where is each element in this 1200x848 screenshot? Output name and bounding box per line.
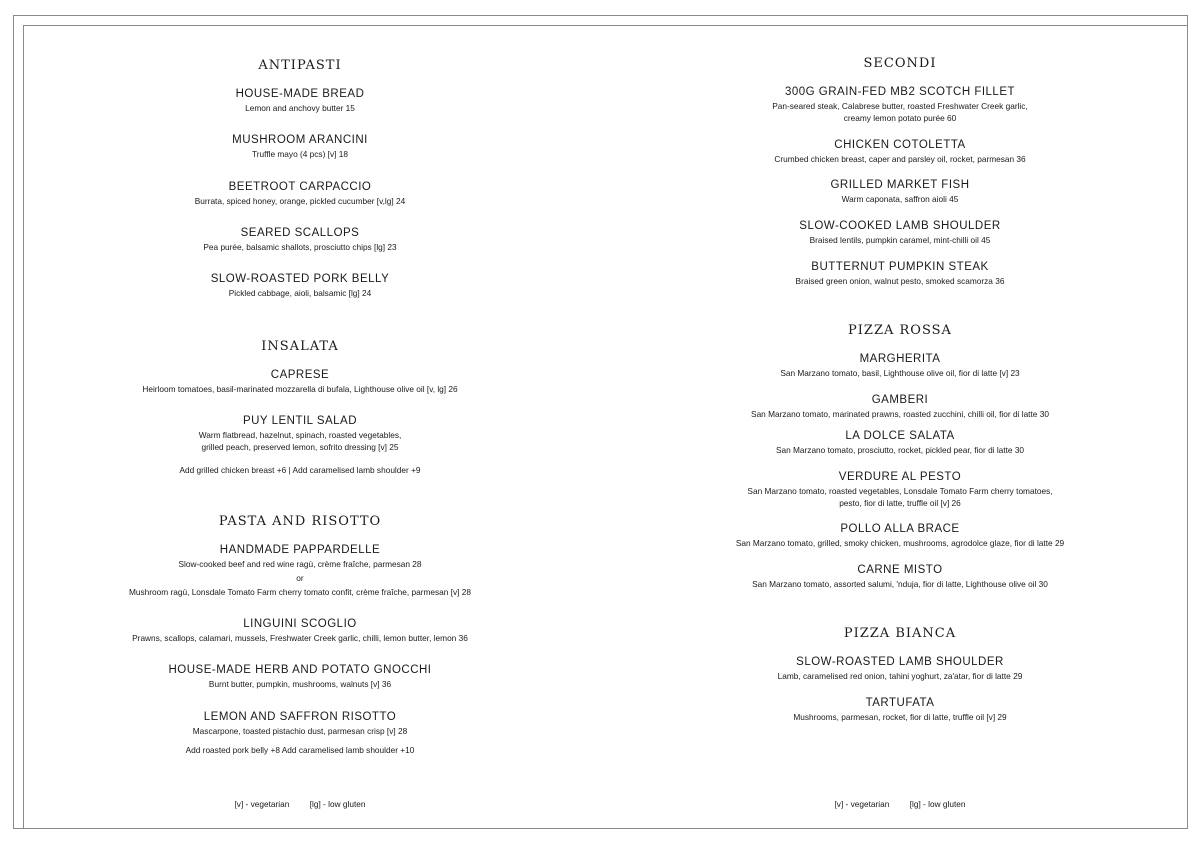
menu-item — [620, 260, 1180, 287]
item-description: San Marzano tomato, basil, Lighthouse olive oil, fior di latte [v] 23 — [780, 368, 1020, 378]
menu-item — [620, 429, 1180, 456]
item-description: San Marzano tomato, assorted salumi, 'nduja, fior di latte, Lighthouse olive oil 30 — [752, 579, 1048, 589]
dietary-legend — [20, 799, 580, 809]
item-name: HOUSE-MADE HERB AND POTATO GNOCCHI — [168, 664, 432, 676]
item-description: Pickled cabbage, aioli, balsamic [lg] 24 — [228, 288, 372, 298]
item-name: HANDMADE PAPPARDELLE — [219, 544, 381, 556]
item-description: creamy lemon potato purée 60 — [843, 113, 957, 123]
item-name: CHICKEN COTOLETTA — [834, 139, 966, 151]
item-name: LA DOLCE SALATA — [845, 430, 955, 442]
section-title-pizza-rossa: PIZZA ROSSA — [848, 323, 952, 338]
item-name: SLOW-ROASTED PORK BELLY — [210, 273, 390, 285]
menu-item — [620, 470, 1180, 509]
item-name: POLLO ALLA BRACE — [840, 523, 960, 535]
item-name: SEARED SCALLOPS — [240, 227, 360, 239]
menu-item — [20, 710, 580, 737]
item-name: LEMON AND SAFFRON RISOTTO — [203, 711, 397, 723]
item-name: LINGUINI SCOGLIO — [243, 618, 357, 630]
item-name: PUY LENTIL SALAD — [242, 415, 358, 427]
item-description: Lemon and anchovy butter 15 — [245, 103, 355, 113]
item-description: Slow-cooked beef and red wine ragù, crème fraîche, parmesan 28 — [178, 559, 422, 569]
item-name: GAMBERI — [871, 394, 929, 406]
item-name: GRILLED MARKET FISH — [830, 179, 970, 191]
item-name: HOUSE-MADE BREAD — [235, 88, 365, 100]
item-description: pesto, fior di latte, truffle oil [v] 26 — [839, 498, 961, 508]
item-description: San Marzano tomato, marinated prawns, roasted zucchini, chilli oil, fior di latte 30 — [751, 409, 1049, 419]
item-name: BEETROOT CARPACCIO — [228, 181, 372, 193]
item-name: CARNE MISTO — [857, 564, 943, 576]
menu-item — [620, 138, 1180, 165]
menu-item — [20, 663, 580, 690]
legend-vegetarian: [v] - vegetarian — [834, 799, 890, 809]
item-name: MUSHROOM ARANCINI — [232, 134, 368, 146]
item-description: San Marzano tomato, roasted vegetables, Lonsdale Tomato Farm cherry tomatoes, — [747, 486, 1053, 496]
item-description: Warm caponata, saffron aioli 45 — [841, 194, 959, 204]
item-description: Mushroom ragù, Lonsdale Tomato Farm cherry tomato confit, crème fraîche, parmesan [v] 28 — [128, 587, 471, 597]
menu-item — [620, 393, 1180, 420]
item-description: Crumbed chicken breast, caper and parsley oil, rocket, parmesan 36 — [774, 154, 1026, 164]
menu-item — [620, 522, 1180, 549]
menu-item — [620, 85, 1180, 124]
section-title-pizza-bianca: PIZZA BIANCA — [843, 626, 957, 641]
item-description: Lamb, caramelised red onion, tahini yoghurt, za'atar, fior di latte 29 — [777, 671, 1023, 681]
item-name: VERDURE AL PESTO — [838, 471, 962, 483]
legend-low-gluten: [lg] - low gluten — [309, 799, 366, 809]
item-description: Pea purée, balsamic shallots, prosciutto chips [lg] 23 — [203, 242, 397, 252]
item-description: Braised lentils, pumpkin caramel, mint-chilli oil 45 — [809, 235, 991, 245]
menu-item — [20, 87, 580, 114]
item-name: SLOW-COOKED LAMB SHOULDER — [799, 220, 1001, 232]
item-description: Warm flatbread, hazelnut, spinach, roasted vegetables, — [198, 430, 402, 440]
menu-item — [20, 368, 580, 395]
item-description: Truffle mayo (4 pcs) [v] 18 — [252, 149, 348, 159]
menu-item — [620, 178, 1180, 205]
item-name: SLOW-ROASTED LAMB SHOULDER — [796, 656, 1004, 668]
or-text: or — [296, 573, 304, 583]
menu-item — [20, 226, 580, 253]
menu-item — [20, 617, 580, 644]
item-description: grilled peach, preserved lemon, sofrito dressing [v] 25 — [201, 442, 399, 452]
menu-item — [620, 563, 1180, 590]
menu-item — [20, 272, 580, 299]
legend-vegetarian: [v] - vegetarian — [234, 799, 290, 809]
section-title-secondi: SECONDI — [863, 56, 937, 71]
item-description: Pan-seared steak, Calabrese butter, roasted Freshwater Creek garlic, — [772, 101, 1028, 111]
menu-item — [620, 352, 1180, 379]
menu-item — [20, 180, 580, 207]
item-description: San Marzano tomato, prosciutto, rocket, pickled pear, fior di latte 30 — [775, 445, 1025, 455]
menu-item — [20, 543, 580, 598]
item-description: Heirloom tomatoes, basil-marinated mozzarella di bufala, Lighthouse olive oil [v, lg] 26 — [142, 384, 458, 394]
add-on-note: Add grilled chicken breast +6 | Add caramelised lamb shoulder +9 — [179, 465, 421, 475]
menu-item — [20, 414, 580, 453]
item-description: San Marzano tomato, grilled, smoky chicken, mushrooms, agrodolce glaze, fior di latte 29 — [735, 538, 1065, 548]
item-description: Burnt butter, pumpkin, mushrooms, walnuts [v] 36 — [208, 679, 392, 689]
item-description: Mascarpone, toasted pistachio dust, parmesan crisp [v] 28 — [192, 726, 408, 736]
section-title-antipasti: ANTIPASTI — [258, 58, 342, 73]
menu-item — [620, 696, 1180, 723]
section-title-insalata: INSALATA — [261, 339, 339, 354]
legend-low-gluten: [lg] - low gluten — [909, 799, 966, 809]
item-description: Mushrooms, parmesan, rocket, fior di latte, truffle oil [v] 29 — [793, 712, 1007, 722]
menu-item — [620, 219, 1180, 246]
dietary-legend — [620, 799, 1180, 809]
menu-item — [20, 133, 580, 160]
add-on-note: Add roasted pork belly +8 Add caramelised lamb shoulder +10 — [185, 745, 415, 755]
section-title-pasta: PASTA AND RISOTTO — [218, 514, 382, 529]
item-name: 300G GRAIN-FED MB2 SCOTCH FILLET — [784, 86, 1016, 98]
item-name: CAPRESE — [270, 369, 330, 381]
item-name: BUTTERNUT PUMPKIN STEAK — [811, 261, 989, 273]
item-description: Prawns, scallops, calamari, mussels, Freshwater Creek garlic, chilli, lemon butter, lemon 36 — [132, 633, 468, 643]
menu-item — [620, 655, 1180, 682]
item-description: Braised green onion, walnut pesto, smoked scamorza 36 — [795, 276, 1005, 286]
item-description: Burrata, spiced honey, orange, pickled cucumber [v,lg] 24 — [194, 196, 406, 206]
item-name: MARGHERITA — [859, 353, 941, 365]
item-name: TARTUFATA — [865, 697, 935, 709]
